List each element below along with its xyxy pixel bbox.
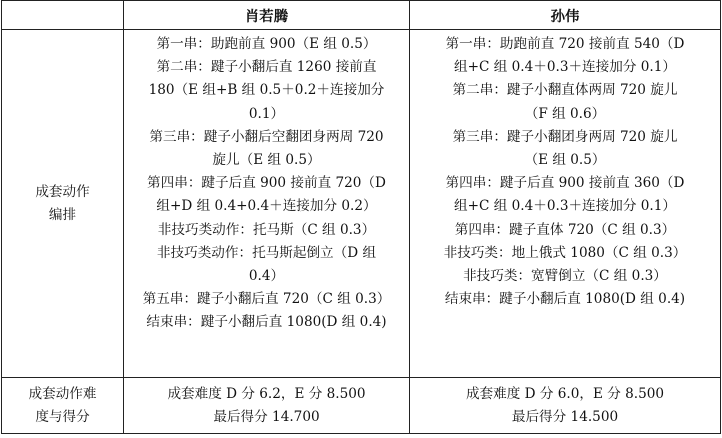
score-a-final: 最后得分 14.700	[213, 408, 320, 425]
routine-a-line: 0.4）	[248, 268, 285, 285]
routine-b-line: 第四串：踺子直体 720（C 组 0.3）	[454, 221, 676, 238]
routine-a-line: 第一串：助跑前直 900（E 组 0.5）	[156, 36, 377, 52]
score-row	[2, 378, 721, 434]
corner-cell	[2, 1, 124, 30]
routine-label-line-2: 编排	[48, 206, 77, 223]
routine-b-line: 非技巧类：宽臂倒立（C 组 0.3）	[463, 268, 667, 285]
routine-a-cell	[124, 30, 410, 378]
score-a-difficulty: 成套难度 D 分 6.2，E 分 8.500	[167, 385, 366, 402]
score-label-line-1: 成套动作难	[28, 385, 97, 402]
routine-b-line: （E 组 0.5）	[524, 152, 606, 169]
routine-a-line: 旋儿（E 组 0.5）	[212, 152, 321, 169]
routine-a-line: 第五串：踺子小翻后直 720（C 组 0.3）	[142, 291, 391, 308]
routine-a-line: 组+D 组 0.4+0.4＋连接加分 0.2）	[156, 198, 377, 215]
routine-b-line: 第三串：踺子小翻团身两周 720 旋儿	[452, 128, 678, 145]
routine-b-line: 非技巧类：地上俄式 1080（C 组 0.3）	[443, 244, 687, 261]
comparison-table	[1, 0, 721, 434]
score-b-cell	[410, 378, 721, 434]
routine-b-line: 第一串：助跑前直 720 接前直 540（D	[445, 36, 685, 52]
score-b-final: 最后得分 14.500	[511, 408, 619, 425]
score-a-cell	[124, 378, 410, 434]
routine-b-line: 组+C 组 0.4＋0.3＋连接加分 0.1）	[454, 59, 676, 76]
score-label-line-2: 度与得分	[35, 408, 90, 425]
routine-a-line: 第二串：踺子小翻后直 1260 接前直	[156, 59, 377, 76]
header-row	[2, 1, 721, 30]
routine-b-line: 第二串：踺子小翻直体两周 720 旋儿	[452, 82, 678, 99]
score-b-difficulty: 成套难度 D 分 6.0，E 分 8.500	[465, 385, 665, 402]
routine-a-line: 结束串：踺子小翻后直 1080(D 组 0.4)	[146, 314, 387, 331]
routine-row	[2, 30, 721, 378]
routine-b-line: 第四串：踺子后直 900 接前直 360（D	[445, 175, 685, 192]
routine-a-line: 非技巧类动作：托马斯起倒立（D 组	[156, 244, 377, 261]
routine-label-cell	[2, 30, 124, 378]
routine-a-line: 第四串：踺子后直 900 接前直 720（D	[147, 175, 386, 192]
athlete-b-name: 孙伟	[410, 1, 721, 30]
routine-a-line: 非技巧类动作：托马斯（C 组 0.3）	[157, 221, 376, 238]
routine-a-line: 180（E 组+B 组 0.5＋0.2＋连接加分	[148, 82, 385, 99]
routine-label-line-1: 成套动作	[35, 183, 90, 200]
routine-b-line: （F 组 0.6）	[524, 105, 606, 122]
athlete-a-name: 肖若腾	[124, 1, 410, 30]
routine-b-line: 结束串：踺子小翻后直 1080(D 组 0.4)	[444, 291, 686, 308]
score-label-cell	[2, 378, 124, 434]
routine-b-line: 组+C 组 0.4＋0.3＋连接加分 0.1）	[454, 198, 676, 215]
routine-b-cell	[410, 30, 721, 378]
routine-a-line: 0.1）	[248, 105, 285, 122]
routine-a-line: 第三串：踺子小翻后空翻团身两周 720	[149, 128, 384, 145]
